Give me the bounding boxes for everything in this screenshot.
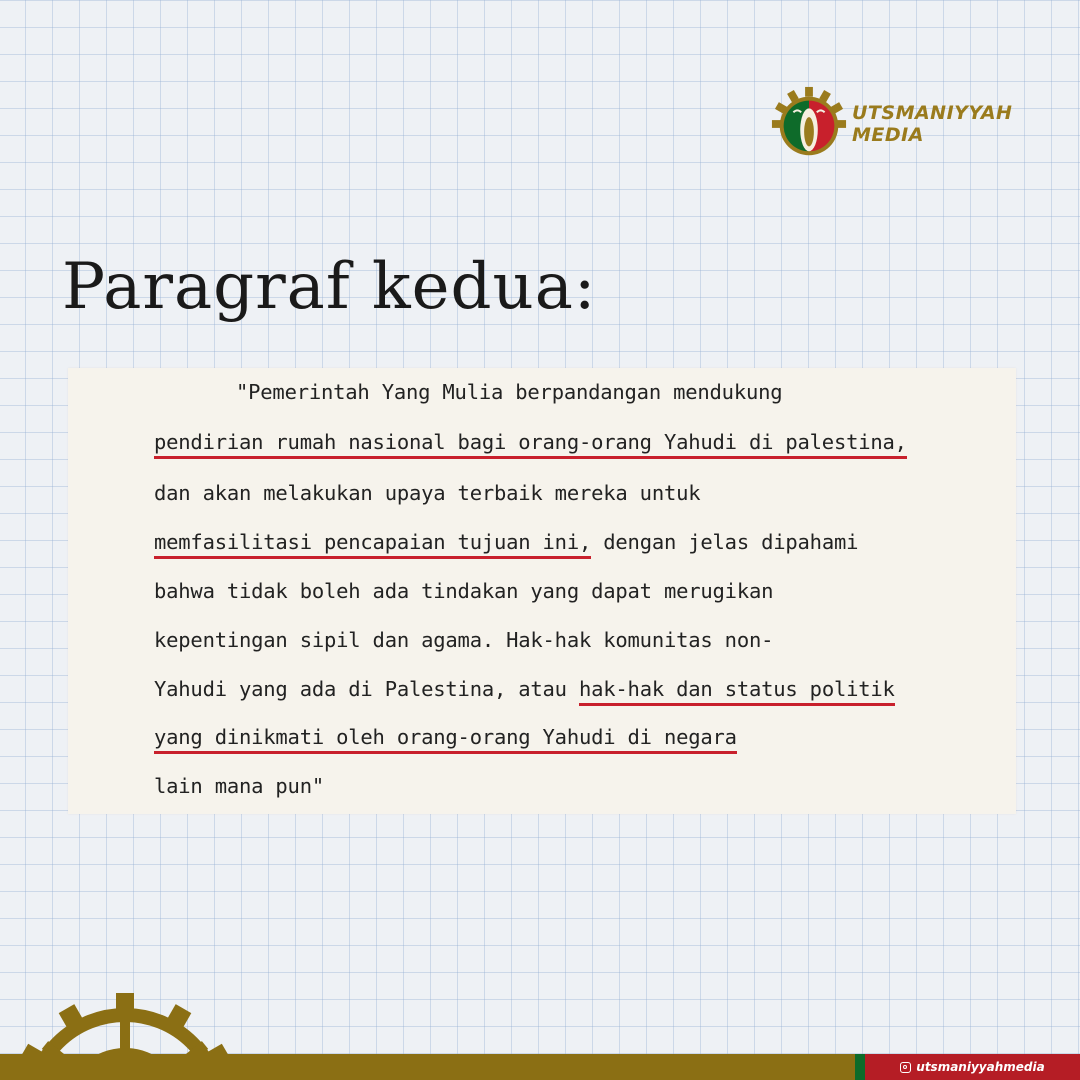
highlighted-text: memfasilitasi pencapaian tujuan ini, — [154, 530, 591, 559]
quote-card — [68, 368, 1016, 814]
quote-line: lain mana pun" — [154, 774, 324, 798]
quote-line: memfasilitasi pencapaian tujuan ini, dengan jelas dipahami — [154, 528, 858, 556]
highlighted-text: pendirian rumah nasional bagi orang-orang Yahudi di palestina, — [154, 430, 907, 459]
footer-gold-stripe — [0, 1054, 855, 1080]
quote-line — [154, 723, 737, 751]
highlighted-text: hak-hak dan status politik — [579, 677, 895, 706]
instagram-handle: utsmaniyyahmedia — [916, 1060, 1045, 1074]
brand-name-line1: UTSMANIYYAH — [852, 102, 1013, 124]
social-handle[interactable] — [865, 1054, 1080, 1080]
footer-green-stripe — [855, 1054, 865, 1080]
instagram-icon — [900, 1062, 911, 1073]
brand-logo — [770, 84, 1013, 164]
quote-line: dan akan melakukan upaya terbaik mereka untuk — [154, 481, 701, 505]
quote-line — [154, 428, 907, 456]
footer-bar — [0, 1054, 1080, 1080]
quote-line: bahwa tidak boleh ada tindakan yang dapat merugikan — [154, 579, 774, 603]
page-heading: Paragraf kedua: — [62, 250, 597, 324]
quote-line: Yahudi yang ada di Palestina, atau hak-hak dan status politik — [154, 675, 895, 703]
gear-emblem-icon — [770, 85, 848, 163]
quote-line: kepentingan sipil dan agama. Hak-hak komunitas non- — [154, 628, 774, 652]
highlighted-text: yang dinikmati oleh orang-orang Yahudi di negara — [154, 725, 737, 754]
quote-line: "Pemerintah Yang Mulia berpandangan mendukung — [236, 380, 783, 404]
brand-name-line2: MEDIA — [852, 124, 924, 146]
brand-name — [852, 102, 1012, 146]
